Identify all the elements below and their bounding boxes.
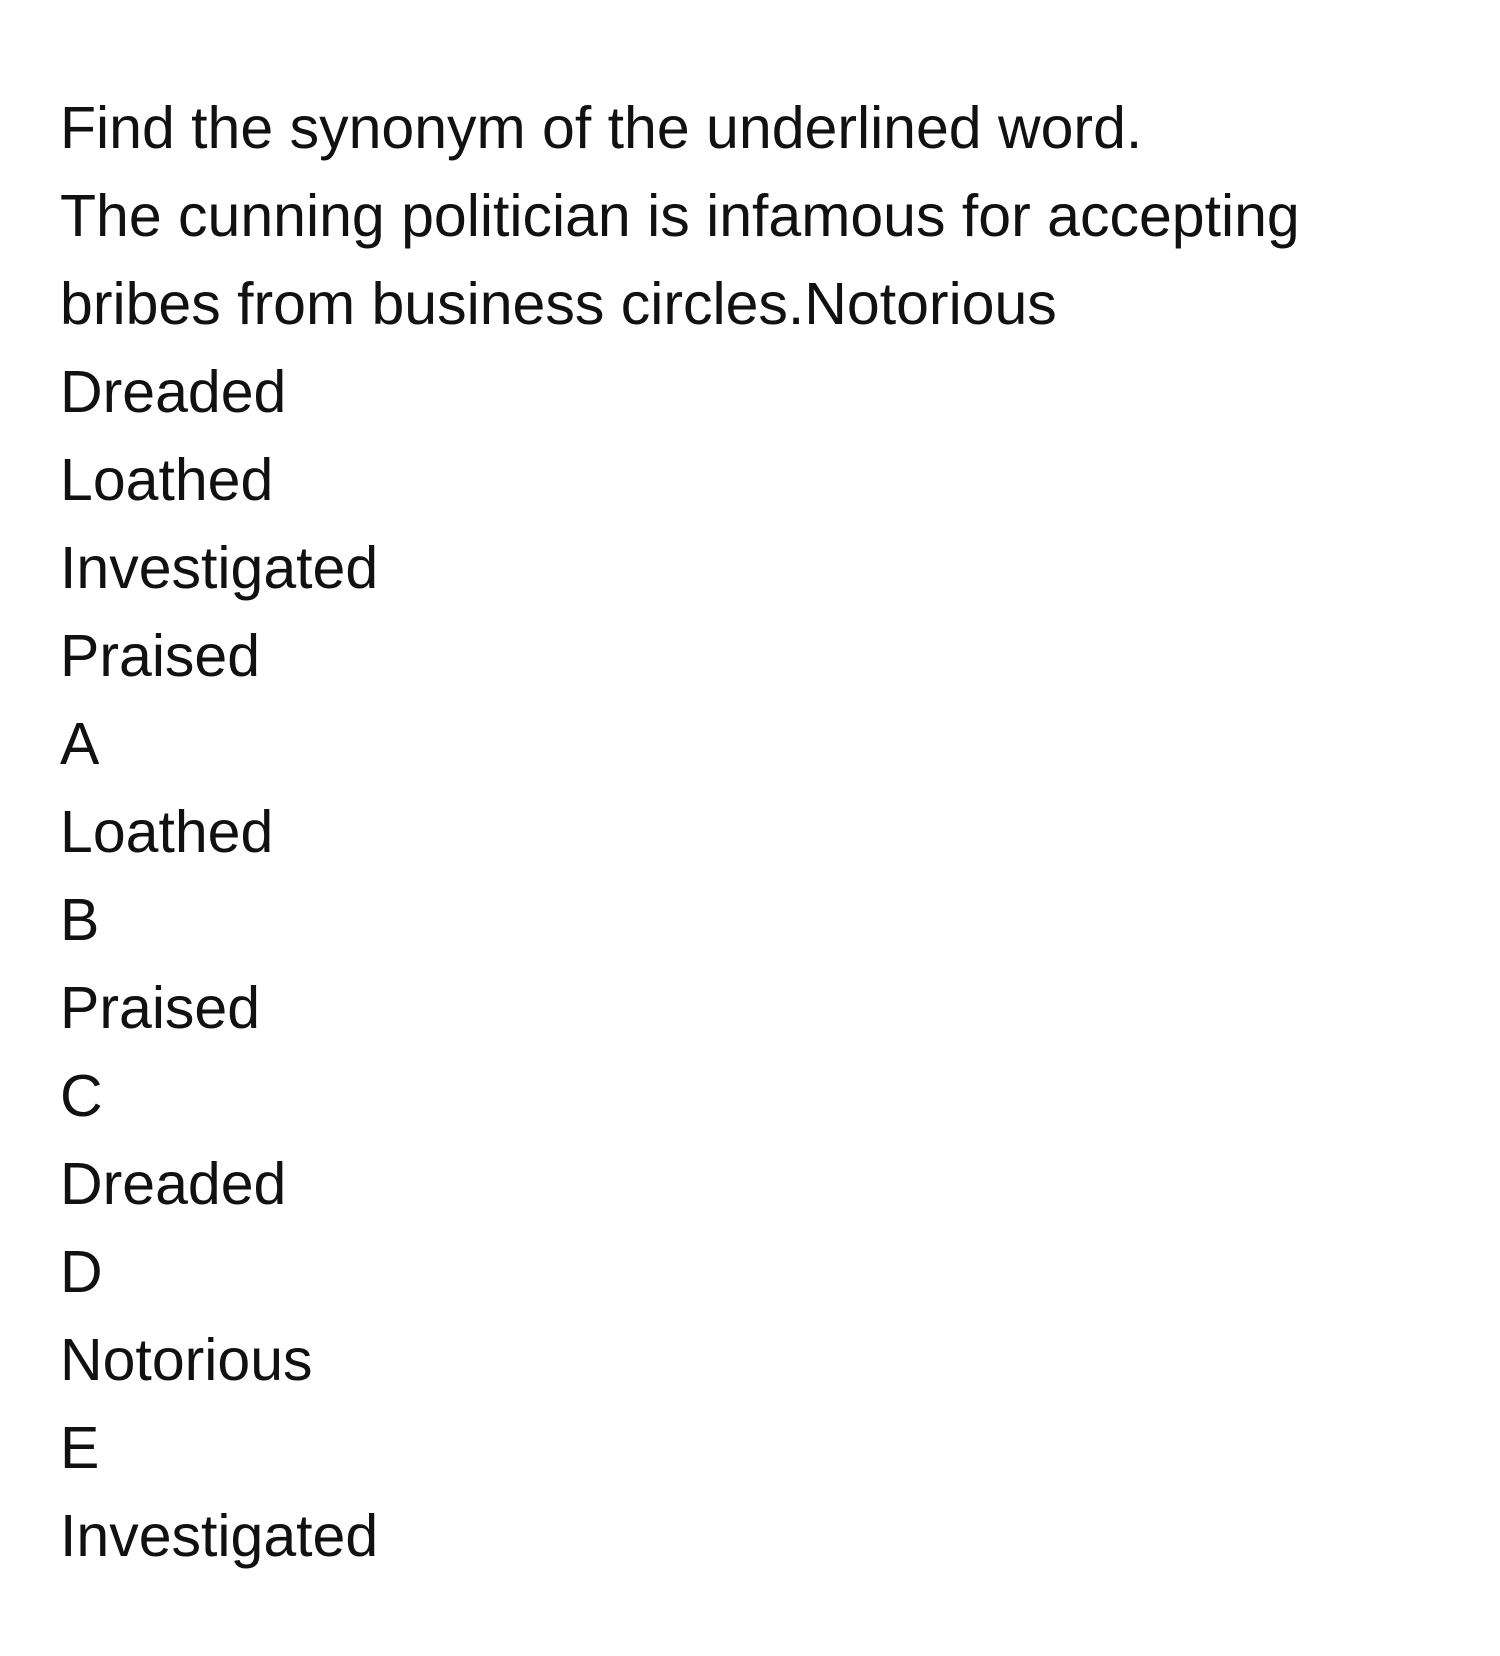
choice-e-label[interactable]: E xyxy=(60,1415,100,1481)
choice-b-label[interactable]: B xyxy=(60,887,100,953)
choice-a-text[interactable]: Loathed xyxy=(60,799,274,865)
choice-d-label[interactable]: D xyxy=(60,1239,103,1305)
choice-e-text[interactable]: Investigated xyxy=(60,1503,379,1569)
option-word-loathed[interactable]: Loathed xyxy=(60,447,274,513)
choice-b-text[interactable]: Praised xyxy=(60,975,261,1041)
option-word-dreaded[interactable]: Dreaded xyxy=(60,359,287,425)
choice-c-text[interactable]: Dreaded xyxy=(60,1151,287,1217)
choice-c-label[interactable]: C xyxy=(60,1063,103,1129)
choice-row-c[interactable] xyxy=(60,1052,1440,1228)
choice-row-b[interactable] xyxy=(60,876,1440,1052)
choice-d-text[interactable]: Notorious xyxy=(60,1327,313,1393)
choice-row-e[interactable] xyxy=(60,1404,1440,1580)
choice-list xyxy=(60,700,1440,1580)
option-word-list xyxy=(60,348,1440,700)
question-sentence: The cunning politician is infamous for accepting bribes from business circles.Notorious xyxy=(60,183,1300,337)
question-block xyxy=(60,84,1440,348)
question-prompt: Find the synonym of the underlined word. xyxy=(60,95,1143,161)
choice-row-d[interactable] xyxy=(60,1228,1440,1404)
option-word-investigated[interactable]: Investigated xyxy=(60,535,379,601)
option-word-praised[interactable]: Praised xyxy=(60,623,261,689)
choice-a-label[interactable]: A xyxy=(60,711,100,777)
choice-row-a[interactable] xyxy=(60,700,1440,876)
